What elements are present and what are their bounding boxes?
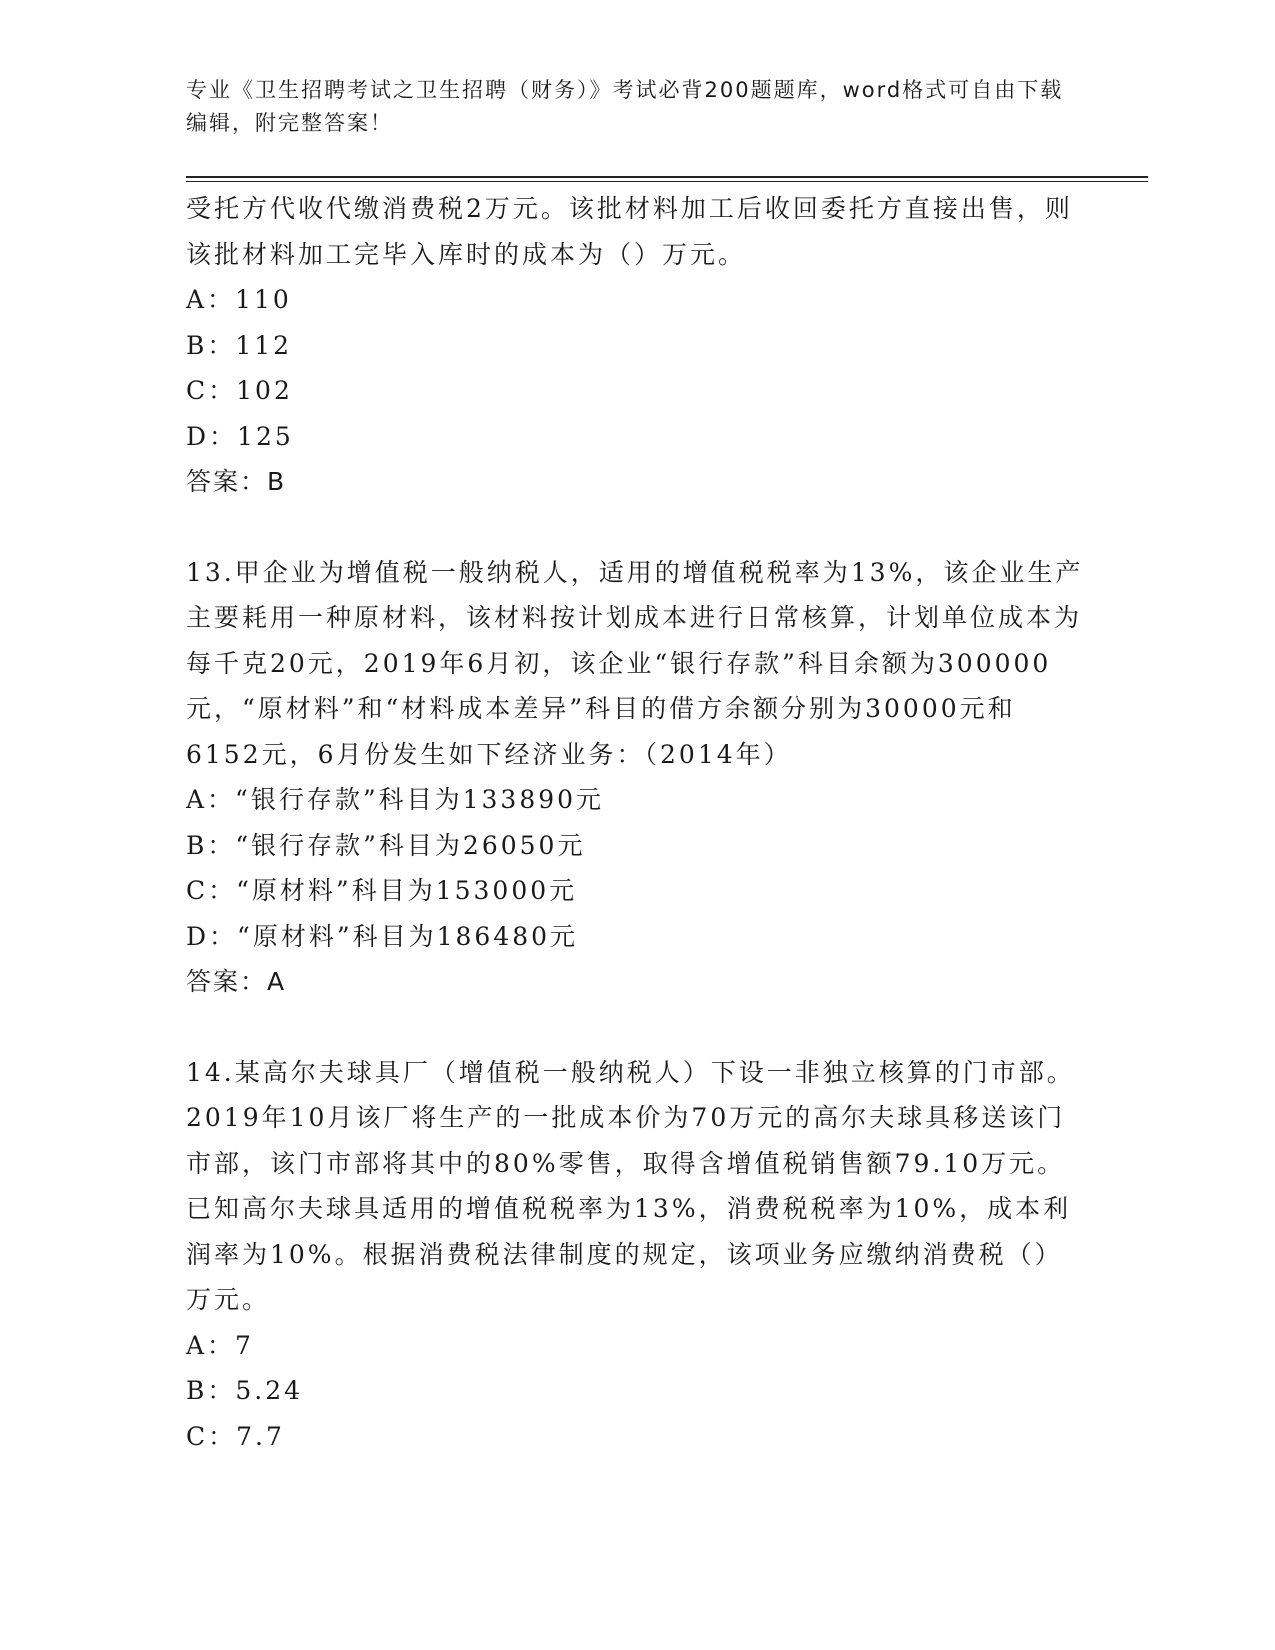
option-a: A：110 bbox=[186, 285, 292, 314]
option-c: C：7.7 bbox=[186, 1421, 285, 1451]
option-b: B：5.24 bbox=[186, 1376, 304, 1405]
option-b: B：112 bbox=[186, 330, 293, 360]
document-header: 专业《卫生招聘考试之卫生招聘（财务）》考试必背200题题库，word格式可自由下载编辑，附完整答案！ bbox=[186, 78, 1064, 135]
option-d: D：125 bbox=[186, 421, 294, 451]
option-c: C：102 bbox=[186, 376, 293, 405]
question-block bbox=[186, 1050, 1086, 1460]
option-d: D：“原材料”科目为186480元 bbox=[186, 921, 579, 951]
document-body bbox=[186, 186, 1086, 1459]
header-rule-thick bbox=[186, 176, 1148, 178]
option-b: B：“银行存款”科目为26050元 bbox=[186, 830, 586, 860]
spacer bbox=[186, 505, 1086, 550]
question-block bbox=[186, 550, 1086, 1005]
spacer bbox=[186, 1005, 1086, 1050]
question-stem: 13.甲企业为增值税一般纳税人，适用的增值税税率为13%，该企业生产主要耗用一种原材料，该材料按计划成本进行日常核算，计划单位成本为每千克20元，2019年6月初，该企业“银行存款”科目余额为300000元，“原材料”和“材料成本差异”科目的借方余额分别为30000元和6152元，6月份发生如下经济业务：（2014年） bbox=[186, 557, 1084, 769]
question-stem: 14.某高尔夫球具厂（增值税一般纳税人）下设一非独立核算的门市部。2019年10月该厂将生产的一批成本价为70万元的高尔夫球具移送该门市部，该门市部将其中的80%零售，取得含增值税销售额79.10万元。已知高尔夫球具适用的增值税税率为13%，消费税税率为10%，成本利润率为10%。根据消费税法律制度的规定，该项业务应缴纳消费税（）万元。 bbox=[186, 1057, 1075, 1314]
option-a: A：“银行存款”科目为133890元 bbox=[186, 785, 605, 814]
option-a: A：7 bbox=[186, 1330, 254, 1360]
option-c: C：“原材料”科目为153000元 bbox=[186, 876, 578, 905]
answer-line: 答案：A bbox=[186, 967, 287, 996]
header-rule-thin bbox=[186, 181, 1148, 182]
answer-line: 答案：B bbox=[186, 467, 287, 496]
question-stem: 受托方代收代缴消费税2万元。该批材料加工后收回委托方直接出售，则该批材料加工完毕入库时的成本为（）万元。 bbox=[186, 194, 1073, 269]
question-block bbox=[186, 186, 1086, 505]
